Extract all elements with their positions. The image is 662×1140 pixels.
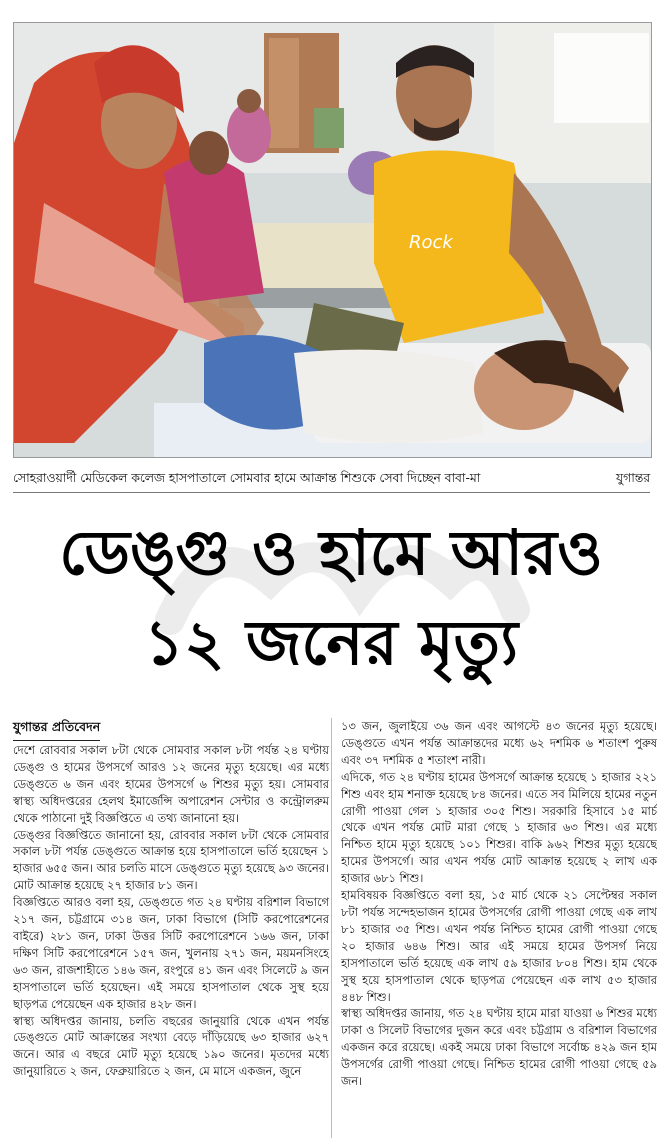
paragraph: এদিকে, গত ২৪ ঘণ্টায় হামের উপসর্গে আক্রান্ত হয়েছে ১ হাজার ২২১ শিশু এবং হাম শনাক্ত হয়েছে ৮৪ জনের। এতে সব মিলিয়ে হামের নতুন রোগী পাওয়া গেল ১ হাজার ৩০৫ শিশু। সরকারি হিসাবে ১৫ মার্চ থেকে এখন পর্যন্ত মোট মারা গেছে ১ হাজার ৬৩ শিশু। এর মধ্যে নিশ্চিত হামে মৃত্যু হয়েছে ১০১ শিশুর। বাকি ৯৬২ শিশুর মৃত্যু হয়েছে হামের উপসর্গে। আর এখন পর্যন্ত মোট আক্রান্ত হয়েছে ২ লাখ এক হাজার ৬৮১ শিশু। xyxy=(341,769,657,886)
photo-caption: সোহরাওয়ার্দী মেডিকেল কলেজ হাসপাতালে সোমবার হামে আক্রান্ত শিশুকে সেবা দিচ্ছেন বাবা-মা xyxy=(13,471,481,485)
headline-line-1: ডেঙ্গু ও হামে আরও xyxy=(59,516,603,589)
paragraph: স্বাস্থ্য অধিদপ্তর জানায়, চলতি বছরের জানুয়ারি থেকে এখন পর্যন্ত ডেঙ্গুতে মোট আক্রান্তের সংখ্যা বেড়ে দাঁড়িয়েছে ৬৩ হাজার ৬২৭ জনে। আর এ বছরে মোট মৃত্যু হয়েছে ১৯০ জনের। মৃতদের মধ্যে জানুয়ারিতে ২ জন, ফেব্রুয়ারিতে ২ জন, মে মাসে একজন, জুনে xyxy=(13,1013,329,1079)
paragraph: স্বাস্থ্য অধিদপ্তর জানায়, গত ২৪ ঘণ্টায় হামে মারা যাওয়া ৬ শিশুর মধ্যে ঢাকা ও সিলেট বিভাগের দুজন করে এবং চট্টগ্রাম ও বরিশাল বিভাগের একজন করে রয়েছে। একই সময়ে ঢাকা বিভাগে সর্বোচ্চ ৪২৯ জন হাম উপসর্গের রোগী পাওয়া গেছে। নিশ্চিত হামের রোগী পাওয়া গেছে ৫৯ জন। xyxy=(341,1006,657,1089)
paragraph: দেশে রোববার সকাল ৮টা থেকে সোমবার সকাল ৮টা পর্যন্ত ২৪ ঘণ্টায় ডেঙ্গু ও হামের উপসর্গে আরও ১২ জনের মৃত্যু হয়েছে। এর মধ্যে ডেঙ্গুতে ৬ জন এবং হামের উপসর্গে ৬ শিশুর মৃত্যু হয়। সোমবার স্বাস্থ্য অধিদপ্তরের হেলথ ইমার্জেন্সি অপারেশন সেন্টার ও কন্ট্রোলরুম থেকে পাঠানো দুই বিজ্ঞপ্তিতে এ তথ্য জানানো হয়। xyxy=(13,743,329,825)
caption-divider xyxy=(13,492,650,493)
byline: যুগান্তর প্রতিবেদন xyxy=(13,719,100,741)
article-column-left xyxy=(13,742,329,1138)
paragraph: বিজ্ঞপ্তিতে আরও বলা হয়, ডেঙ্গুতে গত ২৪ ঘণ্টায় বরিশাল বিভাগে ২১৭ জন, চট্টগ্রামে ৩১৪ জন, ঢাকা বিভাগে (সিটি করপোরেশনের বাইরে) ২৮১ জন, ঢাকা উত্তর সিটি করপোরেশনে ১৬৬ জন, ঢাকা দক্ষিণ সিটি করপোরেশনে ১৫৭ জন, খুলনায় ২৭১ জন, ময়মনসিংহে ৬৩ জন, রাজশাহীতে ১৪৬ জন, রংপুরে ৪১ জন এবং সিলেটে ৯ জন হাসপাতালে ভর্তি হয়েছেন। এই সময়ে হাসপাতাল থেকে সুস্থ হয়ে ছাড়পত্র পেয়েছেন এক হাজার ৪২৮ জন। xyxy=(13,895,329,1011)
paragraph: ১৩ জন, জুলাইয়ে ৩৬ জন এবং আগস্টে ৪৩ জনের মৃত্যু হয়েছে। ডেঙ্গুতে এখন পর্যন্ত আক্রান্তদের মধ্যে ৬২ দশমিক ৬ শতাংশ পুরুষ এবং ৩৭ দশমিক ৫ শতাংশ নারী। xyxy=(341,719,657,767)
paragraph: ডেঙ্গুর বিজ্ঞপ্তিতে জানানো হয়, রোববার সকাল ৮টা থেকে সোমবার সকাল ৮টা পর্যন্ত ডেঙ্গুতে আক্রান্ত হয়ে হাসপাতালে ভর্তি হয়েছেন ১ হাজার ৬৫৫ জন। আর চলতি মাসে ডেঙ্গুতে মৃত্যু হয়েছে ৯৩ জনের। মোট আক্রান্ত হয়েছে ২৭ হাজার ৮১ জন। xyxy=(13,827,329,893)
paragraph: হামবিষয়ক বিজ্ঞপ্তিতে বলা হয়, ১৫ মার্চ থেকে ২১ সেপ্টেম্বর সকাল ৮টা পর্যন্ত সন্দেহভাজন হামের উপসর্গের রোগী পাওয়া গেছে এক লাখ ৮১ হাজার ৩৫ শিশু। এখন পর্যন্ত নিশ্চিত হামের রোগী পাওয়া গেছে ২০ হাজার ৬৪৬ শিশু। আর এই সময়ে হামের উপসর্গ নিয়ে হাসপাতালে ভর্তি হয়েছে এক লাখ ৫৯ হাজার ৮০৪ শিশু। হাম থেকে সুস্থ হয়ে হাসপাতাল থেকে ছাড়পত্র পেয়েছেন এক লাখ ৫৩ হাজার ৪৪৮ শিশু। xyxy=(341,888,657,1004)
hospital-scene-illustration xyxy=(14,23,651,457)
photo-credit: যুগান্তর xyxy=(616,471,650,485)
photo-caption-row xyxy=(13,470,650,490)
article-column-right xyxy=(341,718,657,1138)
news-photo xyxy=(13,22,652,458)
tshirt-print: Rock xyxy=(409,232,453,253)
headline-line-2: ১২ জনের মৃত্যু xyxy=(143,606,519,679)
column-divider xyxy=(331,718,332,1138)
